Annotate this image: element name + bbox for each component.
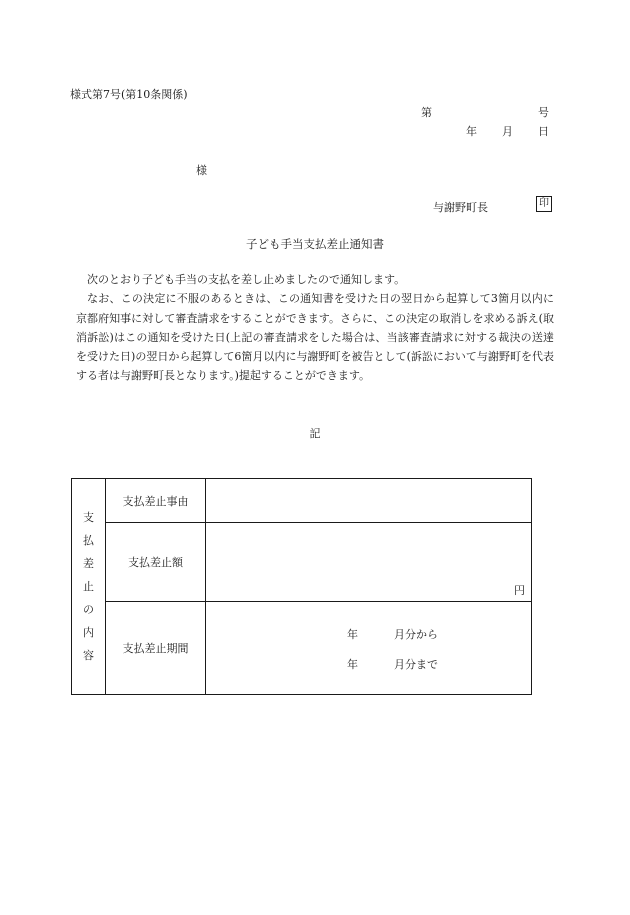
table-row-reason (72, 479, 532, 523)
body-paragraph-2: なお、この決定に不服のあるときは、この通知書を受けた日の翌日から起算して3箇月以内に京都府知事に対して審査請求をすることができます。さらに、この決定の取消しを求める訴え(取消訴訟)はこの通知を受けた日(上記の審査請求をした場合は、当該審査請求に対する裁決の送達を受けた日)の翌日から起算して6箇月以内に与謝野町を被告として(訴訟において与謝野町を代表する者は与謝野町長となります。)提起することができます。 (76, 292, 554, 383)
side-label-char: 容 (83, 649, 94, 662)
table-row-period (72, 602, 532, 695)
document-title: 子ども手当支払差止通知書 (246, 237, 384, 251)
form-number: 様式第7号(第10条関係) (70, 88, 188, 101)
notice-body (76, 270, 554, 386)
doc-number-prefix: 第 (421, 106, 432, 119)
side-label-cell (72, 479, 106, 695)
side-label-char: 止 (83, 580, 94, 593)
amount-unit: 円 (514, 584, 525, 597)
suspension-content-table (71, 478, 532, 695)
sender-name: 与謝野町長 (433, 201, 488, 214)
side-label-char: 支 (83, 511, 94, 524)
side-label-char: 内 (83, 626, 94, 639)
reason-label: 支払差止事由 (106, 479, 206, 523)
period-label: 支払差止期間 (106, 602, 206, 695)
period-to-month: 月分まで (394, 658, 438, 671)
addressee-suffix: 様 (196, 164, 207, 177)
body-paragraph-1: 次のとおり子ども手当の支払を差し止めましたので通知します。 (87, 273, 406, 286)
ki-heading: 記 (309, 427, 321, 440)
period-to-year: 年 (347, 658, 358, 671)
amount-label: 支払差止額 (106, 523, 206, 602)
date-month: 月 (502, 125, 513, 138)
period-from-month: 月分から (394, 628, 438, 641)
date-day: 日 (538, 125, 549, 138)
period-from-year: 年 (347, 628, 358, 641)
date-year: 年 (466, 125, 477, 138)
doc-number-suffix: 号 (538, 106, 549, 119)
table-row-amount (72, 523, 532, 602)
period-value-cell[interactable] (206, 602, 532, 695)
reason-value-cell[interactable] (206, 479, 532, 523)
side-label-char: 払 (83, 534, 94, 547)
amount-value-cell[interactable] (206, 523, 532, 602)
seal-stamp-box: 印 (536, 196, 552, 212)
side-label-char: の (83, 603, 94, 616)
side-label-char: 差 (83, 557, 94, 570)
